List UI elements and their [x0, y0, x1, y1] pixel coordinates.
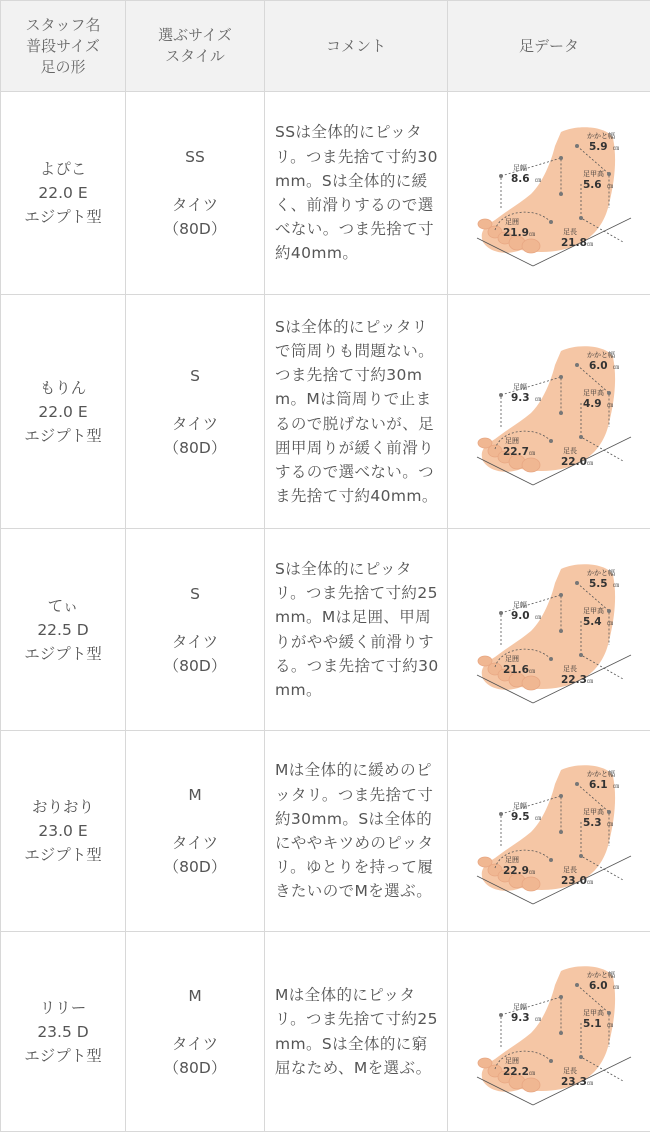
- denier: （80D）: [163, 220, 227, 238]
- width-label: 足幅: [513, 382, 527, 391]
- heel-label: かかと幅: [587, 970, 615, 979]
- table-row: [1, 295, 650, 529]
- table-row: [1, 731, 650, 932]
- girth-value: 21.9: [503, 227, 529, 239]
- instep-value: 5.3: [583, 817, 602, 829]
- size-cell: [126, 295, 265, 529]
- length-value: 22.3: [561, 673, 587, 686]
- foot-shape: エジプト型: [24, 208, 102, 226]
- foot-diagram: [459, 337, 639, 487]
- length-label: 足長: [563, 664, 577, 673]
- measure-point-icon: [559, 794, 563, 798]
- table-row: [1, 92, 650, 295]
- width-label: 足幅: [513, 164, 527, 172]
- girth-unit: ㎝: [529, 449, 536, 457]
- length-value: 23.0: [561, 875, 587, 887]
- girth-value: 22.2: [503, 1065, 529, 1078]
- heel-unit: ㎝: [613, 581, 620, 589]
- girth-label: 足囲: [505, 654, 519, 663]
- denier: （80D）: [163, 438, 227, 457]
- measure-point-icon: [579, 653, 583, 657]
- staff-cell: [1, 932, 126, 1132]
- instep-label: 足甲高: [583, 808, 604, 816]
- width-unit: ㎝: [535, 395, 542, 403]
- length-unit: ㎝: [587, 1079, 594, 1087]
- foot-shape: エジプト型: [24, 1046, 102, 1065]
- staff-cell: [1, 529, 126, 731]
- girth-label: 足囲: [505, 856, 519, 864]
- style-name: タイツ: [171, 196, 219, 214]
- length-label: 足長: [563, 866, 577, 874]
- comment-cell: Sは全体的にピッタリで筒周りも問題ない。つま先捨て寸約30mm。Mは筒周りで止まるので脱げないが、足囲甲周りが緩く前滑りするので選べない。つま先捨て寸約40mm。: [265, 295, 448, 529]
- style-name: タイツ: [171, 834, 219, 852]
- width-value: 9.5: [511, 811, 530, 823]
- chosen-size: SS: [185, 148, 205, 166]
- width-value: 9.3: [511, 391, 530, 404]
- measure-point-icon: [499, 812, 503, 816]
- girth-label: 足囲: [505, 1056, 519, 1065]
- measure-point-icon: [559, 411, 563, 415]
- measure-point-icon: [607, 609, 611, 613]
- measure-point-icon: [549, 858, 553, 862]
- header-row: [1, 1, 650, 92]
- measure-point-icon: [607, 810, 611, 814]
- size-cell: [126, 92, 265, 295]
- staff-name: よぴこ: [39, 160, 87, 178]
- girth-unit: ㎝: [529, 667, 536, 675]
- girth-value: 22.7: [503, 445, 529, 458]
- size-cell: [126, 932, 265, 1132]
- length-label: 足長: [563, 228, 577, 236]
- staff-name: おりおり: [31, 798, 94, 816]
- foot-data-cell: [448, 529, 650, 731]
- measure-point-icon: [575, 363, 579, 367]
- staff-cell: [1, 92, 126, 295]
- measure-point-icon: [559, 830, 563, 834]
- foot-shape: エジプト型: [24, 426, 102, 445]
- header-foot-data: 足データ: [448, 1, 650, 92]
- header-staff-line1: スタッフ名: [25, 15, 101, 34]
- comment-cell: SSは全体的にピッタリ。つま先捨て寸約30mm。Sは全体的に緩く、前滑りするので選べない。つま先捨て寸約40mm。: [265, 92, 448, 295]
- header-size-line1: 選ぶサイズ: [158, 26, 232, 44]
- table-row: [1, 932, 650, 1132]
- girth-label: 足囲: [505, 436, 519, 445]
- header-staff-line3: 足の形: [40, 57, 86, 76]
- measure-point-icon: [575, 144, 579, 148]
- heel-label: かかと幅: [587, 770, 615, 778]
- staff-cell: [1, 731, 126, 932]
- measure-point-icon: [575, 581, 579, 585]
- comment-cell: Mは全体的に緩めのピッタリ。つま先捨て寸約30mm。Sは全体的にややキツめのピッタリ。ゆとりを持って履きたいのでMを選ぶ。: [265, 731, 448, 932]
- heel-value: 6.0: [589, 359, 608, 372]
- girth-unit: ㎝: [529, 869, 536, 876]
- usual-size: 22.0 E: [38, 402, 88, 421]
- width-label: 足幅: [513, 600, 527, 609]
- style-name: タイツ: [171, 414, 219, 433]
- width-unit: ㎝: [535, 1015, 542, 1023]
- instep-value: 5.1: [583, 1017, 602, 1030]
- instep-label: 足甲高: [583, 388, 604, 397]
- width-label: 足幅: [513, 1002, 527, 1011]
- header-staff-line2: 普段サイズ: [26, 36, 100, 55]
- heel-unit: ㎝: [613, 983, 620, 991]
- heel-value: 6.1: [589, 779, 608, 791]
- measure-point-icon: [559, 1031, 563, 1035]
- toe-icon: [522, 239, 540, 253]
- table-row: [1, 529, 650, 731]
- foot-data-cell: [448, 932, 650, 1132]
- girth-unit: ㎝: [529, 231, 536, 238]
- measure-point-icon: [549, 220, 553, 224]
- width-unit: ㎝: [535, 177, 542, 184]
- length-label: 足長: [563, 1066, 577, 1075]
- width-label: 足幅: [513, 802, 527, 810]
- foot-diagram: [459, 957, 639, 1107]
- comment-cell: Sは全体的にピッタリ。つま先捨て寸約25mm。Mは足囲、甲周りがやや緩く前滑りする。つま先捨て寸約30mm。: [265, 529, 448, 731]
- toe-icon: [522, 676, 540, 690]
- instep-value: 4.9: [583, 397, 602, 410]
- measure-point-icon: [559, 375, 563, 379]
- heel-value: 5.9: [589, 141, 608, 153]
- foot-data-cell: [448, 731, 650, 932]
- foot-data-cell: [448, 295, 650, 529]
- staff-cell: [1, 295, 126, 529]
- instep-label: 足甲高: [583, 606, 604, 615]
- width-unit: ㎝: [535, 613, 542, 621]
- length-unit: ㎝: [587, 677, 594, 685]
- length-unit: ㎝: [587, 459, 594, 467]
- measure-point-icon: [559, 995, 563, 999]
- measure-point-icon: [499, 393, 503, 397]
- length-value: 23.3: [561, 1075, 587, 1088]
- usual-size: 22.5 D: [37, 620, 89, 639]
- chosen-size: S: [190, 584, 200, 603]
- measure-point-icon: [579, 854, 583, 858]
- measure-point-icon: [559, 593, 563, 597]
- width-value: 9.3: [511, 1011, 530, 1024]
- measure-point-icon: [607, 391, 611, 395]
- measure-point-icon: [499, 611, 503, 615]
- length-label: 足長: [563, 446, 577, 455]
- instep-value: 5.6: [583, 179, 602, 191]
- measure-point-icon: [499, 174, 503, 178]
- chosen-size: S: [190, 366, 200, 385]
- chosen-size: M: [188, 786, 202, 804]
- girth-value: 21.6: [503, 663, 529, 676]
- usual-size: 22.0 E: [38, 184, 88, 202]
- denier: （80D）: [163, 656, 227, 675]
- staff-name: リリー: [39, 998, 87, 1017]
- chosen-size: M: [188, 986, 202, 1005]
- header-size-line2: スタイル: [165, 47, 225, 65]
- header-comment: コメント: [265, 1, 448, 92]
- instep-value: 5.4: [583, 615, 602, 628]
- measure-point-icon: [559, 192, 563, 196]
- girth-label: 足囲: [505, 218, 519, 226]
- width-unit: ㎝: [535, 815, 542, 822]
- measure-point-icon: [579, 216, 583, 220]
- measure-point-icon: [575, 782, 579, 786]
- usual-size: 23.0 E: [38, 822, 88, 840]
- heel-label: かかと幅: [587, 568, 615, 577]
- width-value: 8.6: [511, 173, 530, 185]
- comment-cell: Mは全体的にピッタリ。つま先捨て寸約25mm。Sは全体的に窮屈なため、Mを選ぶ。: [265, 932, 448, 1132]
- denier: （80D）: [163, 858, 227, 876]
- instep-unit: ㎝: [607, 821, 614, 828]
- measure-point-icon: [549, 1059, 553, 1063]
- instep-unit: ㎝: [607, 1021, 614, 1029]
- measure-point-icon: [579, 435, 583, 439]
- foot-diagram: [459, 118, 639, 268]
- heel-unit: ㎝: [613, 145, 620, 152]
- heel-unit: ㎝: [613, 783, 620, 790]
- instep-label: 足甲高: [583, 170, 604, 178]
- usual-size: 23.5 D: [37, 1022, 89, 1041]
- width-value: 9.0: [511, 609, 530, 622]
- measure-point-icon: [499, 1013, 503, 1017]
- measure-point-icon: [575, 983, 579, 987]
- measure-point-icon: [579, 1055, 583, 1059]
- denier: （80D）: [163, 1058, 227, 1077]
- foot-diagram: [459, 555, 639, 705]
- measure-point-icon: [549, 439, 553, 443]
- staff-name: もりん: [39, 378, 87, 397]
- length-value: 21.8: [561, 237, 587, 249]
- foot-shape: エジプト型: [24, 846, 102, 864]
- heel-label: かかと幅: [587, 132, 615, 140]
- heel-label: かかと幅: [587, 350, 615, 359]
- measure-point-icon: [607, 1011, 611, 1015]
- size-cell: [126, 529, 265, 731]
- toe-icon: [522, 877, 540, 891]
- measure-point-icon: [607, 172, 611, 176]
- length-value: 22.0: [561, 455, 587, 468]
- toe-icon: [522, 458, 540, 472]
- girth-value: 22.9: [503, 865, 529, 877]
- heel-value: 5.5: [589, 577, 608, 590]
- style-name: タイツ: [171, 632, 219, 651]
- staff-name: てぃ: [47, 596, 79, 615]
- foot-shape: エジプト型: [24, 644, 102, 663]
- measure-point-icon: [549, 657, 553, 661]
- foot-data-cell: [448, 92, 650, 295]
- style-name: タイツ: [171, 1034, 219, 1053]
- size-cell: [126, 731, 265, 932]
- instep-unit: ㎝: [607, 401, 614, 409]
- heel-value: 6.0: [589, 979, 608, 992]
- heel-unit: ㎝: [613, 363, 620, 371]
- foot-diagram: [459, 756, 639, 906]
- length-unit: ㎝: [587, 879, 594, 886]
- instep-unit: ㎝: [607, 183, 614, 190]
- measure-point-icon: [559, 156, 563, 160]
- length-unit: ㎝: [587, 241, 594, 248]
- header-size: [126, 1, 265, 92]
- instep-unit: ㎝: [607, 619, 614, 627]
- measure-point-icon: [559, 629, 563, 633]
- toe-icon: [522, 1078, 540, 1092]
- instep-label: 足甲高: [583, 1008, 604, 1017]
- header-staff: [1, 1, 126, 92]
- girth-unit: ㎝: [529, 1069, 536, 1077]
